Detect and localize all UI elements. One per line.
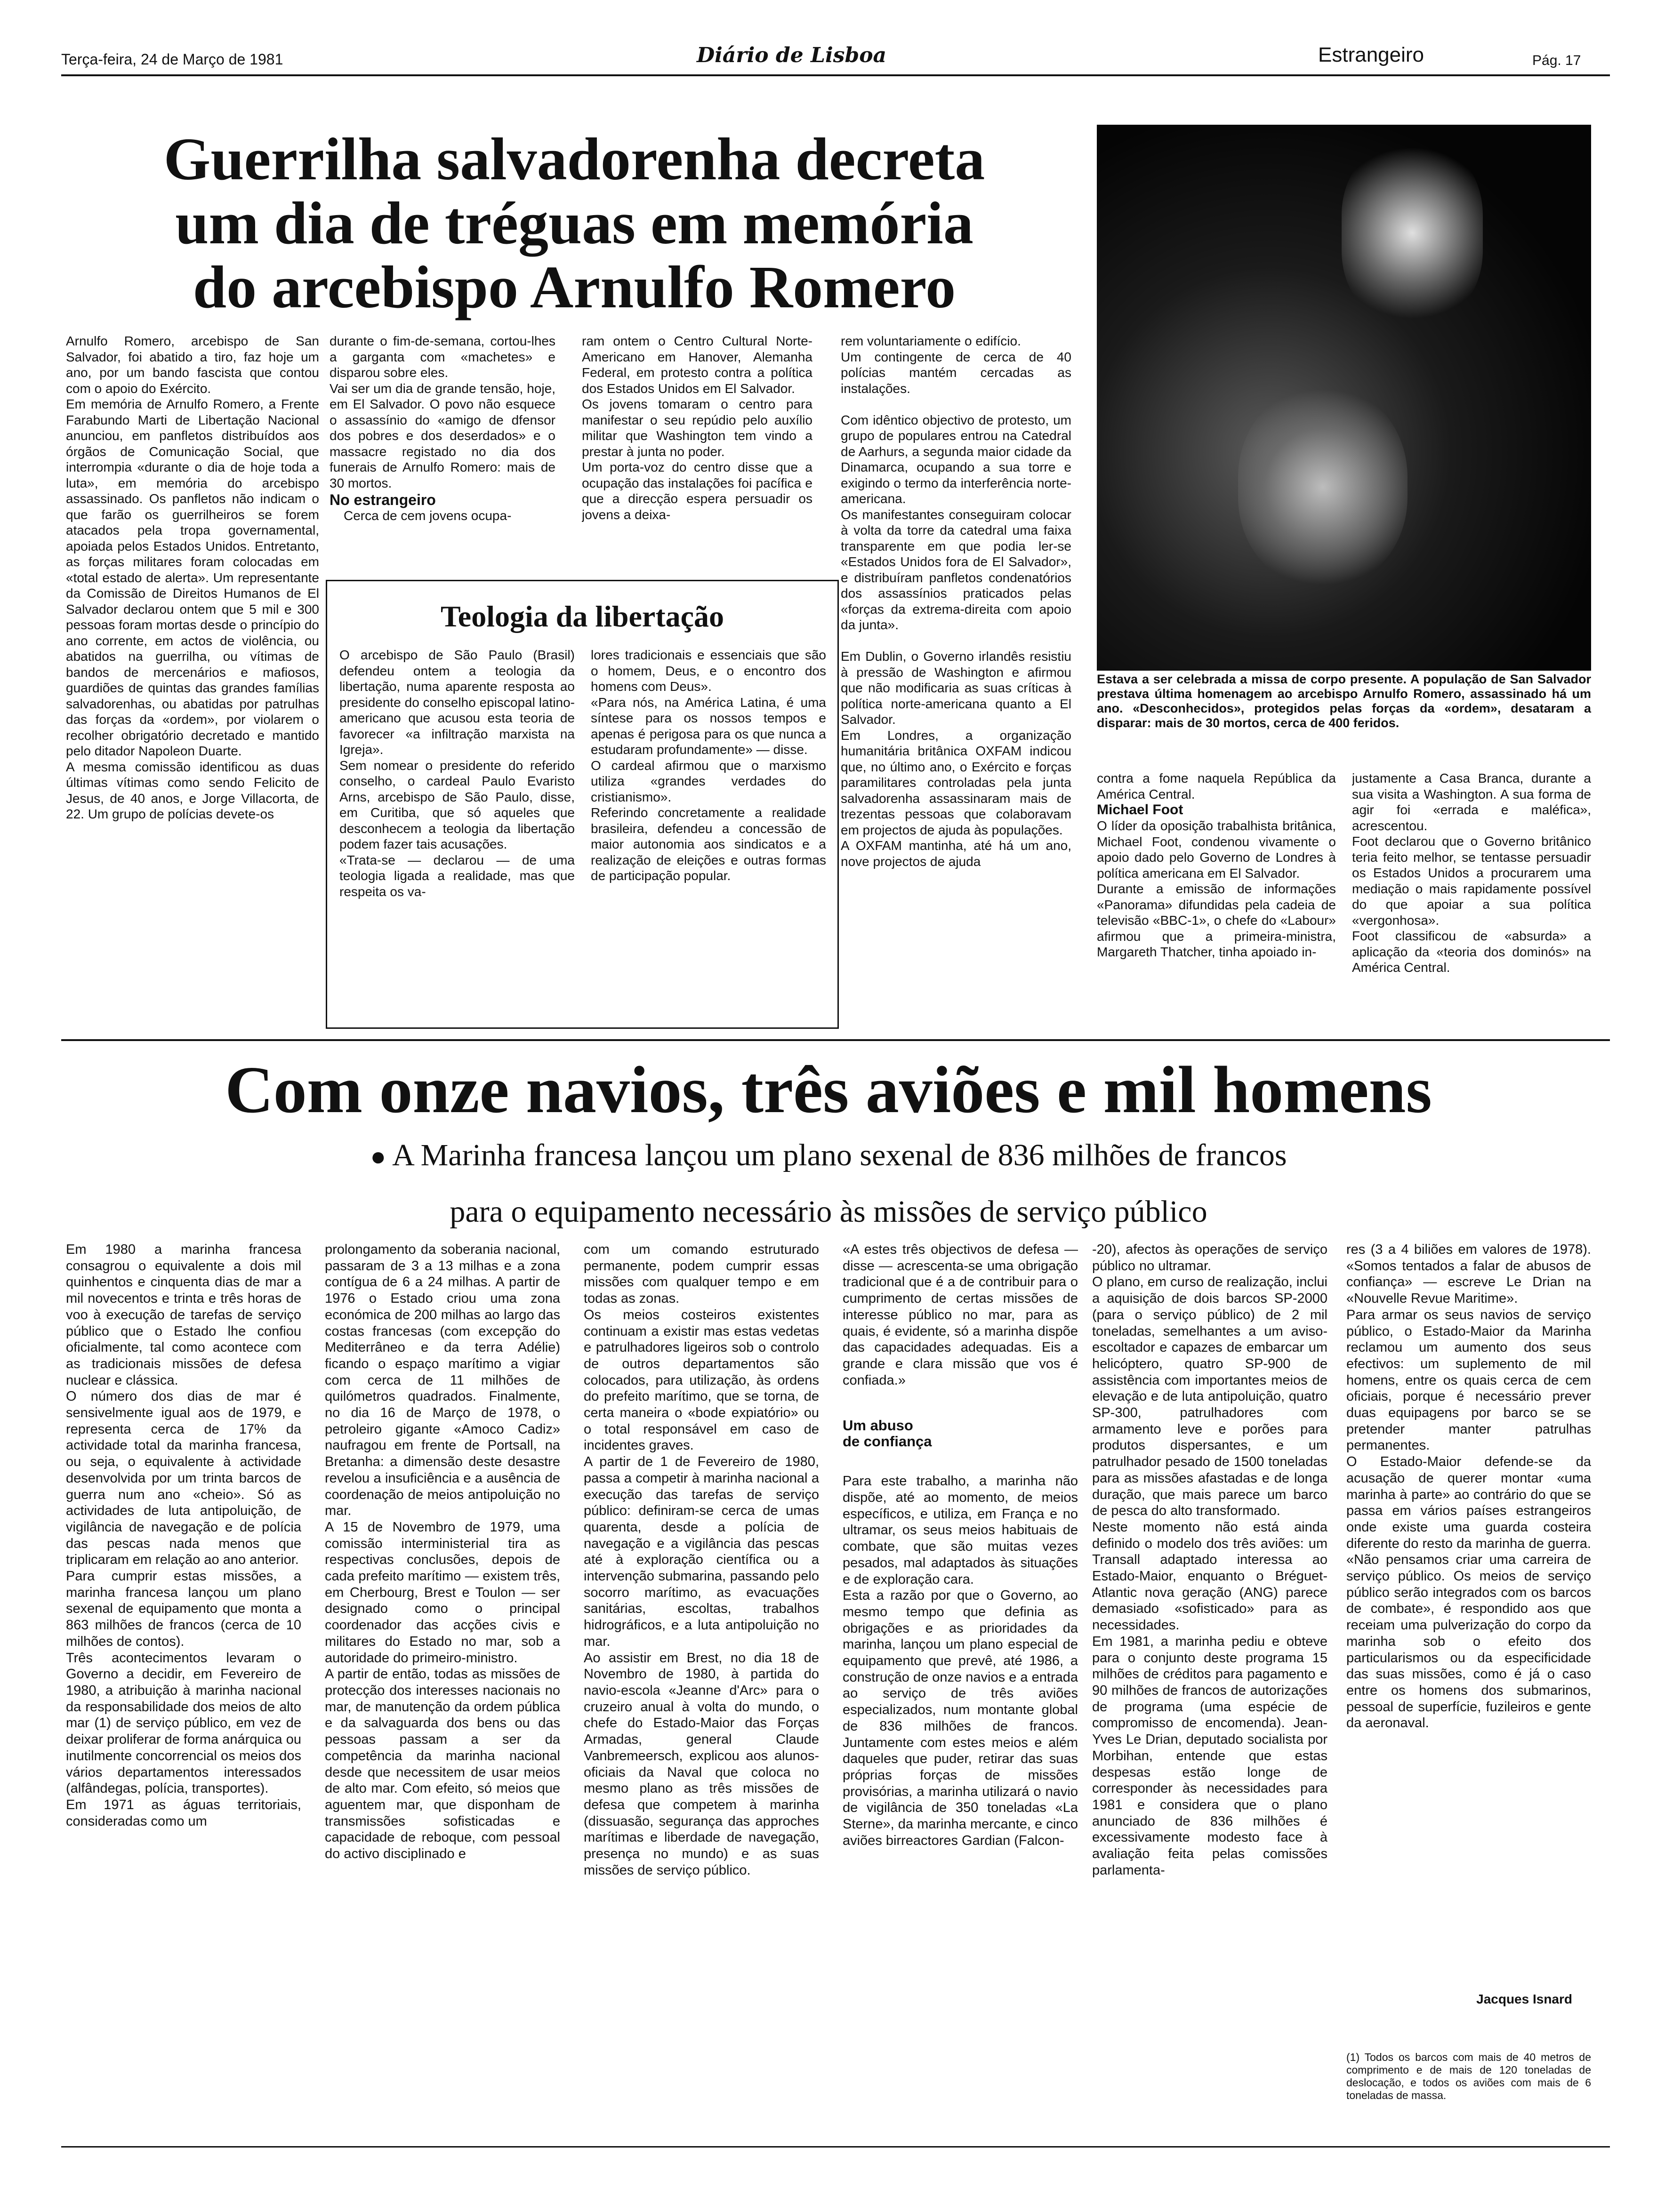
article2-col2: prolongamento da soberania nacional, passaram de 3 a 13 milhas e a zona contígua de 6 a 24 milhas. A partir de 1976 o Estado criou uma zona económica de 200 milhas ao largo das costas francesas (com excepção do Mediterrâneo e da terra Adélie) ficando o espaço marítimo a vigiar com cerca de 11 milhões de quilómetros quadrados. Finalmente, no dia 16 de Março de 1978, o petroleiro gigante «Amoco Cadiz» naufragou em frente de Portsall, na Bretanha: a dimensão deste desastre revelou a insuficiência e a ausência de coordenação de meios antipoluição no mar. A 15 de Novembro de 1979, uma comissão interministerial tira as respectivas conclusões, depois de cada prefeito marítimo — existem três, em Cherbourg, Brest e Toulon — ser designado como o principal coordenador das acções civis e militares do Estado no mar, sob a autoridade do primeiro-ministro. A partir de então, todas as missões de protecção dos interesses nacionais no mar, de manutenção da ordem pública e da salvaguarda dos bens ou das pessoas passam a ser da competência da marinha nacional desde que necessitem de usar meios de alto mar. Com efeito, só meios que aguentem mar, que disponham de transmissões sofisticadas e capacidade de reboque, com pessoal do activo disciplinado e [325, 1242, 560, 1862]
article2-col4-wrap [843, 1242, 1078, 2104]
bullet-icon: ● [370, 1142, 386, 1171]
article2-subhead-abuso: Um abuso de confiança [843, 1417, 932, 1450]
header-rule [61, 74, 1610, 76]
theology-box [326, 580, 839, 1029]
section-name: Estrangeiro [1318, 43, 1424, 66]
article1-col2b: Cerca de cem jovens ocupa- [344, 508, 512, 523]
article1-col1: Arnulfo Romero, arcebispo de San Salvador, foi abatido a tiro, faz hoje um ano, por um bando fascista que contou com o apoio do Exército. Em memória de Arnulfo Romero, a Frente Farabundo Marti de Libertação Nacional anunciou, em panfletos distribuídos aos órgãos de Comunicação Social, que interrompia «durante o dia de hoje toda a luta», em memória do arcebispo assassinado. Os panfletos não indicam o que farão os guerrilheiros se forem atacados pela tropa governamental, apoiada pelos Estados Unidos. Entretanto, as forças militares foram colocadas em «total estado de alerta». Um representante da Comissão de Direitos Humanos de El Salvador declarou ontem que 5 mil e 300 pessoas foram mortas desde o princípio do ano corrente, em actos de violência, ou abatidos na guerrilha, ou vítimas de bandos de mercenários e mafiosos, guardiões de quintas das grandes famílias salvadorenhas, ou abatidas por patrulhas das forças da «ordem», por violarem o recolher obrigatório decretado e mantido pelo ditador Napoleon Duarte. A mesma comissão identificou as duas últimas vítimas como sendo Felicito de Jesus, de 40 anos, e Jorge Villacorta, de 22. Um grupo de polícias devete-os [66, 334, 319, 821]
page-number: Pág. 17 [1532, 53, 1581, 68]
theology-box-title: Teologia da libertação [440, 600, 724, 633]
theology-col1: O arcebispo de São Paulo (Brasil) defendeu ontem a teologia da libertação, numa aparente resposta ao presidente do conselho episcopal latino-americano que acusou esta teoria de favorecer «a infiltração marxista na Igreja». Sem nomear o presidente do referido conselho, o cardeal Paulo Evaristo Arns, arcebispo de São Paulo, disse, em Curitiba, que só aqueles que desconhecem a teologia da libertação podem fazer tais acusações. «Trata-se — declarou — de uma teologia ligada a realidade, mas que respeita os va- [339, 648, 575, 899]
footnote: (1) Todos os barcos com mais de 40 metros de comprimento e de mais de 120 toneladas de deslocação, e todos os aviões com mais de 6 toneladas de massa. [1346, 2051, 1591, 2101]
article2-col3: com um comando estruturado permanente, podem cumprir essas missões com qualquer tempo e em todas as zonas. Os meios costeiros existentes continuam a existir mas estas vedetas e patrulhadores ligeiros sob o controlo de outros departamentos são colocados, para utilização, às ordens do prefeito marítimo, que se torna, de certa maneira o «bode expiatório» ou o total responsável em caso de incidentes graves. A partir de 1 de Fevereiro de 1980, passa a competir à marinha nacional a execução das tarefas de serviço público: definiram-se cerca de umas quarenta, desde a polícia de navegação e a vigilância das pescas até à exploração científica ou a intervenção submarina, passando pelo socorro marítimo, as evacuações sanitárias, escoltas, trabalhos hidrográficos, e a luta antipoluição no mar. Ao assistir em Brest, no dia 18 de Novembro de 1980, à partida do navio-escola «Jeanne d'Arc» para o cruzeiro anual à volta do mundo, o chefe do Estado-Maior das Forças Armadas, general Claude Vanbremeersch, explicou aos alunos-oficiais da Naval que coloca no mesmo plano as três missões de defesa que competem à marinha (dissuasão, segurança das approches marítimas e liberdade de navegação, presença no mundo) e as suas missões de serviço público. [584, 1242, 819, 1878]
article1-col2: durante o fim-de-semana, cortou-lhes a garganta com «machetes» e disparou sobre eles. Vai ser um dia de grande tensão, hoje, em El Salvador. O povo não esquece o assassínio do «amigo de dfensor dos pobres e dos deserdados» e o massacre registado no dia dos funerais de Arnulfo Romero: mais de 30 mortos. [330, 334, 555, 490]
article1-headline: Guerrilha salvadorenha decreta um dia de tréguas em memória do arcebispo Arnulfo Romero [163, 126, 985, 321]
article2-col6-wrap [1346, 1242, 1591, 2007]
article2-col5: -20), afectos às operações de serviço público no ultramar. O plano, em curso de realização, inclui a aquisição de dois barcos SP-2000 (para o serviço público) de 2 mil toneladas, semelhantes a um aviso-escoltador e capazes de embarcar um helicóptero, quatro SP-900 de assistência com importantes meios de elevação e de luta antipoluição, quatro SP-300, patrulhadores com armamento leve e porões para produtos dispersantes, e um patrulhador pesado de 1500 toneladas para as missões afastadas e de longa duração, que mais parece um barco de pesca do alto transformado. Neste momento não está ainda definido o modelo dos três aviões: um Transall adaptado interessa ao Estado-Maior, enquanto o Bréguet-Atlantic nova geração (ANG) parece demasiado «sofisticado» para as necessidades. Em 1981, a marinha pediu e obteve para o conjunto deste programa 15 milhões de créditos para pagamento e 90 milhões de francos de autorizações de programa (uma espécie de compromisso de encomenda). Jean-Yves Le Drian, deputado socialista por Morbihan, entende que estas despesas estão longe de corresponder às necessidades para 1981 e considera que o plano anunciado de 836 milhões é excessivamente modesto face à avaliação feita pelas comissões parlamenta- [1092, 1242, 1327, 1878]
bottom-rule [61, 2146, 1610, 2148]
article2-subhead-line2: para o equipamento necessário às missões de serviço público [450, 1194, 1207, 1229]
article1-col3: ram ontem o Centro Cultural Norte-Americano em Hanover, Alemanha Federal, em protesto contra a política dos Estados Unidos em El Salvador. Os jovens tomaram o centro para manifestar o seu repúdio pelo auxílio militar que Washington tem vindo a prestar à junta no poder. Um porta-voz do centro disse que a ocupação das instalações foi pacífica e que a direcção espera persuadir os jovens a deixa- [582, 334, 812, 522]
issue-date: Terça-feira, 24 de Março de 1981 [61, 51, 283, 68]
theology-col2: lores tradicionais e essenciais que são o homem, Deus, e o encontro dos homens com Deus». «Para nós, na América Latina, é uma síntese para os nossos tempos e apenas é perigosa para os que nunca a estudaram profundamente» — disse. O cardeal afirmou que o marxismo utiliza «grandes verdades do cristianismo». Referindo concretamente a realidade brasileira, defendeu a concessão de maior autonomia aos sindicatos e a realização de eleições e outras formas de participação popular. [591, 648, 826, 883]
article-separator [61, 1039, 1610, 1041]
article1-col5: contra a fome naquela República da América Central. [1097, 771, 1336, 801]
article1-col2-wrap [330, 333, 555, 524]
article1-subhead-estrangeiro: No estrangeiro [330, 491, 436, 508]
article2-col4: «A estes três objectivos de defesa — disse — acrescenta-se uma obrigação tradicional que é a de contribuir para o cumprimento de certas missões de interesse público no mar, para as quais, é evidente, só a marinha dispõe das capacidades adequadas. Eis a grande e clara missão que vos é confiada.» [843, 1242, 1078, 1388]
author-signature: Jacques Isnard [1476, 1992, 1572, 2006]
article2-headline: Com onze navios, três aviões e mil homens [225, 1052, 1432, 1127]
photo-caption: Estava a ser celebrada a missa de corpo presente. A população de San Salvador prestava última homenagem ao arcebispo Arnulfo Romero, assassinado há um ano. «Desconhecidos», protegidos pelas forças da «ordem», desataram a disparar: mais de 30 mortos, cerca de 400 feridos. [1097, 672, 1591, 730]
photo-mass [1097, 125, 1591, 671]
photo-hands-highlight [1342, 144, 1483, 322]
article1-col5-wrap [1097, 770, 1336, 1016]
article2-col4b: Para este trabalho, a marinha não dispõe, até ao momento, de meios específicos, e utiliza, em França e no ultramar, os seus meios habituais de combate, que são muitas vezes pesados, mal adaptados às situações e de exploração cara. Esta a razão por que o Governo, ao mesmo tempo que definia as obrigações e as prioridades da marinha, lançou um plano especial de equipamento que prevê, até 1986, a construção de onze navios e a entrada ao serviço de três aviões especializados, num montante global de 836 milhões de francos. Juntamente com estes meios e além daqueles que puder, retirar das suas próprias forças de missões provisórias, a marinha utilizará o navio de vigilância de 350 toneladas «La Sterne», da marinha mercante, e cinco aviões birreactores Gardian (Falcon- [843, 1474, 1078, 1848]
article1-subhead-michael-foot: Michael Foot [1097, 802, 1183, 817]
article2-subhead-line1 [66, 1135, 1591, 1177]
masthead-logo: Diário de Lisboa [697, 43, 887, 67]
article1-col4: rem voluntariamente o edifício. Um contingente de cerca de 40 polícias mantém cercadas as instalações. Com idêntico objectivo de protesto, um grupo de populares entrou na Catedral de Aarhurs, a segunda maior cidade da Dinamarca, ocupando a sua torre e exigindo o termo da interferência norte-americana. Os manifestantes conseguiram colocar à volta da torre da catedral uma faixa transparente em que podia ler-se «Estados Unidos fora de El Salvador», e distribuíram panfletos condenatórios dos assassínios praticados pelas «forças da extrema-direita com apoio da junta». Em Dublin, o Governo irlandês resistiu à pressão de Washington e afirmou que não modificaria as suas críticas à política norte-americana quanto a El Salvador. Em Londres, a organização humanitária britânica OXFAM indicou que, no último ano, o Exército e forças paramilitares controladas pela junta salvadorenha assassinaram mais de trezentas pessoas que colaboravam em projectos de ajuda às populações. A OXFAM mantinha, até há um ano, nove projectos de ajuda [841, 334, 1071, 869]
article2-col6: res (3 a 4 biliões em valores de 1978). «Somos tentados a falar de abusos de confiança» — escreve Le Drian na «Nouvelle Revue Maritime». Para armar os seus navios de serviço público, o Estado-Maior da Marinha reclamou um aumento dos seus efectivos: um suplemento de mil homens, entre os quais cerca de cem oficiais, porque é necessário prever duas equipagens por barco se se pretender manter patrulhas permanentes. O Estado-Maior defende-se da acusação de querer montar «uma marinha à parte» ao contrário do que se passa em vários países estrangeiros onde existe uma guarda costeira diferente do resto da marinha de guerra. «Não pensamos criar uma carreira de serviço público. Os meios de serviço público serão integrados com os barcos de combate», é respondido aos que receiam uma pulverização do corpo da marinha sob o efeito dos particularismos ou da especificidade das suas missões, como é já o caso entre os homens dos submarinos, pessoal de superfície, fuzileiros e gente da aeronaval. [1346, 1242, 1591, 1731]
article2-col1: Em 1980 a marinha francesa consagrou o equivalente a dois mil quinhentos e cinquenta dias de mar a mil novecentos e trinta e três horas de voo à execução de tarefas de serviço público que o Estado lhe confiou oficialmente, tal como acontece com as tradicionais missões de defesa nuclear e clássica. O número dos dias de mar é sensivelmente igual aos de 1979, e representa cerca de 17% da actividade total da marinha francesa, ou seja, o equivalente à actividade desenvolvida por um trinta barcos de guerra num ano «cheio». Só as actividades de luta antipoluição, de vigilância de navegação e de polícia das pescas nada menos que triplicaram em relação ao ano anterior. Para cumprir estas missões, a marinha francesa lançou um plano sexenal de equipamento que monta a 863 milhões de francos (cerca de 10 milhões de contos). Três acontecimentos levaram o Governo a decidir, em Fevereiro de 1980, a atribuição à marinha nacional da responsabilidade dos meios de alto mar (1) de serviço público, em vez de deixar proliferar de forma anárquica ou inutilmente concorrencial os meios dos vários departamentos interessados (alfândegas, polícia, transportes). Em 1971 as águas territoriais, consideradas como um [66, 1242, 301, 1829]
article1-col6: justamente a Casa Branca, durante a sua visita a Washington. A sua forma de agir foi «errada e maléfica», acrescentou. Foot declarou que o Governo britânico teria feito melhor, se tentasse persuadir os Estados Unidos a procurarem uma mediação o mais rapidamente possível do que apoiar a sua política «vergonhosa». Foot classificou de «absurda» a aplicação da «teoria dos dominós» na América Central. [1352, 771, 1591, 975]
photo-figure-highlight [1238, 388, 1408, 586]
article2-subhead-text1: A Marinha francesa lançou um plano sexenal de 836 milhões de francos [392, 1138, 1287, 1172]
article1-col5b: O líder da oposição trabalhista britânica, Michael Foot, condenou vivamente o apoio dado pelo Governo de Londres à política americana em El Salvador. Durante a emissão de informações «Panorama» difundidas pela cadeia de televisão «BBC-1», o chefe do «Labour» afirmou que a primeira-ministra, Margareth Thatcher, tinha apoiado in- [1097, 818, 1336, 959]
